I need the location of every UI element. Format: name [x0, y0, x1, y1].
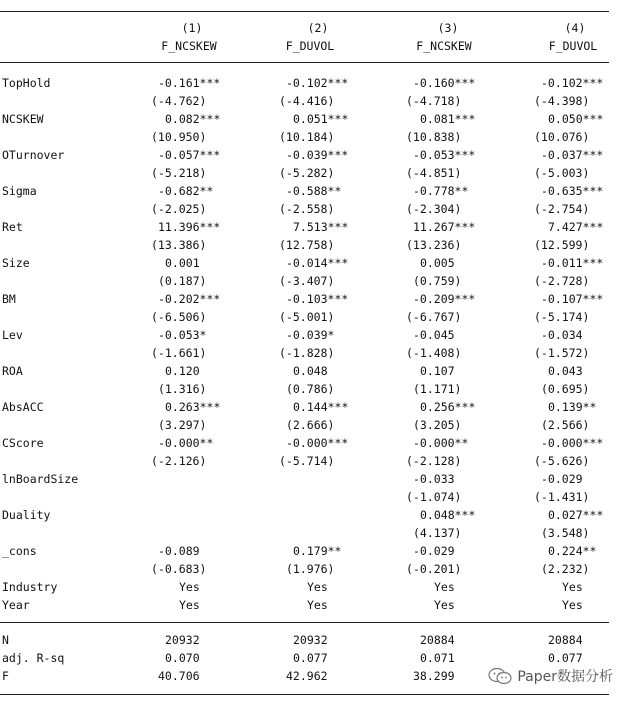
t-stat-cell: (12.599) — [534, 238, 590, 252]
row-label: lnBoardSize — [2, 472, 79, 486]
table-cell: 11.396*** — [158, 220, 221, 234]
table-cell: 0.048*** — [420, 508, 476, 522]
table-cell: -0.202*** — [158, 292, 221, 306]
table-cell: -0.000*** — [286, 436, 349, 450]
table-cell: 0.263*** — [165, 400, 221, 414]
table-cell: -0.160*** — [413, 76, 476, 90]
t-stat-cell: (3.548) — [541, 526, 590, 540]
table-cell: 0.070 — [165, 651, 200, 665]
table-cell: 20884 — [548, 633, 583, 647]
table-row — [0, 128, 625, 146]
t-stat-cell: (-5.282) — [279, 166, 335, 180]
table-row — [0, 290, 625, 308]
table-cell: 20932 — [293, 633, 328, 647]
row-label: Industry — [2, 580, 58, 594]
column-name: F_NCSKEW — [161, 39, 217, 53]
table-row — [0, 398, 625, 416]
table-row — [0, 218, 625, 236]
t-stat-cell: (-5.003) — [534, 166, 590, 180]
t-stat-cell: (-2.304) — [406, 202, 462, 216]
row-label: _cons — [2, 544, 37, 558]
row-label: OTurnover — [2, 148, 65, 162]
wechat-logo-icon — [487, 666, 513, 686]
table-row — [0, 146, 625, 164]
row-label: adj. R-sq — [2, 651, 65, 665]
table-cell: -0.000** — [413, 436, 469, 450]
table-cell: -0.045 — [413, 328, 455, 342]
t-stat-cell: (1.316) — [158, 382, 207, 396]
table-cell: 0.081*** — [420, 112, 476, 126]
watermark — [487, 664, 613, 688]
table-cell: -0.588** — [286, 184, 342, 198]
column-number: (4) — [564, 21, 586, 35]
t-stat-cell: (0.786) — [286, 382, 335, 396]
table-cell: 0.120 — [165, 364, 200, 378]
table-cell: 20884 — [420, 633, 455, 647]
table-cell: -0.209*** — [413, 292, 476, 306]
t-stat-cell: (10.838) — [406, 130, 462, 144]
column-name: F_DUVOL — [285, 39, 335, 53]
row-label: Lev — [2, 328, 23, 342]
table-cell: -0.057*** — [158, 148, 221, 162]
t-stat-cell: (10.950) — [151, 130, 207, 144]
table-row — [0, 182, 625, 200]
t-stat-cell: (-4.416) — [279, 94, 335, 108]
t-stat-cell: (0.695) — [541, 382, 590, 396]
column-number: (2) — [307, 21, 329, 35]
column-number: (1) — [181, 21, 203, 35]
table-cell: Yes — [434, 598, 455, 612]
table-cell: -0.039*** — [286, 148, 349, 162]
table-cell: 7.427*** — [548, 220, 604, 234]
t-stat-cell: (-5.714) — [279, 454, 335, 468]
table-row — [0, 506, 625, 524]
table-cell: Yes — [562, 598, 583, 612]
table-cell: -0.033 — [413, 472, 455, 486]
t-stat-cell: (3.205) — [413, 418, 462, 432]
row-label: N — [2, 633, 9, 647]
t-stat-cell: (-3.407) — [279, 274, 335, 288]
t-stat-cell: (13.236) — [406, 238, 462, 252]
table-cell: 40.706 — [158, 669, 200, 683]
row-label: Duality — [2, 508, 51, 522]
table-cell: 0.107 — [420, 364, 455, 378]
t-stat-cell: (-2.025) — [151, 202, 207, 216]
t-stat-cell: (0.187) — [158, 274, 207, 288]
t-stat-cell: (2.566) — [541, 418, 590, 432]
t-stat-cell: (2.666) — [286, 418, 335, 432]
t-stat-cell: (-0.201) — [406, 562, 462, 576]
table-cell: -0.029 — [541, 472, 583, 486]
t-stat-cell: (-1.828) — [279, 346, 335, 360]
t-stat-cell: (1.171) — [413, 382, 462, 396]
table-cell: 0.144*** — [293, 400, 349, 414]
table-row — [0, 200, 625, 218]
table-row — [0, 308, 625, 326]
t-stat-cell: (-4.851) — [406, 166, 462, 180]
table-row — [0, 254, 625, 272]
table-cell: -0.029 — [413, 544, 455, 558]
table-row — [0, 488, 625, 506]
table-cell: 11.267*** — [413, 220, 476, 234]
table-cell: 0.043 — [548, 364, 583, 378]
table-cell: 0.224** — [548, 544, 597, 558]
table-row — [0, 452, 625, 470]
table-cell: 0.071 — [420, 651, 455, 665]
table-cell: -0.102*** — [541, 76, 604, 90]
t-stat-cell: (-1.661) — [151, 346, 207, 360]
row-label: BM — [2, 292, 16, 306]
row-label: F — [2, 669, 9, 683]
table-cell: 0.001 — [165, 256, 200, 270]
t-stat-cell: (-4.762) — [151, 94, 207, 108]
table-row — [0, 434, 625, 452]
table-cell: -0.034 — [541, 328, 583, 342]
row-label: Ret — [2, 220, 23, 234]
t-stat-cell: (-2.728) — [534, 274, 590, 288]
table-cell: Yes — [307, 598, 328, 612]
table-cell: Yes — [307, 580, 328, 594]
t-stat-cell: (3.297) — [158, 418, 207, 432]
table-cell: -0.053* — [158, 328, 207, 342]
t-stat-cell: (13.386) — [151, 238, 207, 252]
table-cell: -0.039* — [286, 328, 335, 342]
table-cell: -0.037*** — [541, 148, 604, 162]
t-stat-cell: (-4.398) — [534, 94, 590, 108]
table-cell: -0.014*** — [286, 256, 349, 270]
t-stat-cell: (-1.408) — [406, 346, 462, 360]
t-stat-cell: (-6.506) — [151, 310, 207, 324]
table-cell: Yes — [179, 580, 200, 594]
table-rule — [0, 622, 609, 623]
table-row — [0, 92, 625, 110]
table-row — [0, 470, 625, 488]
table-row — [0, 596, 625, 614]
table-row — [0, 164, 625, 182]
table-cell: 38.299 — [413, 669, 455, 683]
table-row — [0, 524, 625, 542]
table-cell: -0.102*** — [286, 76, 349, 90]
table-rule — [0, 694, 609, 695]
table-row — [0, 380, 625, 398]
table-cell: Yes — [179, 598, 200, 612]
t-stat-cell: (-4.718) — [406, 94, 462, 108]
table-cell: -0.053*** — [413, 148, 476, 162]
row-label: NCSKEW — [2, 112, 44, 126]
table-row — [0, 362, 625, 380]
table-row — [0, 344, 625, 362]
table-cell: -0.000*** — [541, 436, 604, 450]
t-stat-cell: (-5.001) — [279, 310, 335, 324]
table-cell: 0.256*** — [420, 400, 476, 414]
t-stat-cell: (-5.218) — [151, 166, 207, 180]
table-cell: -0.778** — [413, 184, 469, 198]
t-stat-cell: (10.076) — [534, 130, 590, 144]
table-cell: 42.962 — [286, 669, 328, 683]
table-cell: 0.077 — [293, 651, 328, 665]
table-cell: 0.051*** — [293, 112, 349, 126]
table-cell: -0.089 — [158, 544, 200, 558]
row-label: Size — [2, 256, 30, 270]
table-cell: 0.179** — [293, 544, 342, 558]
t-stat-cell: (-5.626) — [534, 454, 590, 468]
table-cell: Yes — [434, 580, 455, 594]
table-cell: 0.048 — [293, 364, 328, 378]
table-cell: -0.000** — [158, 436, 214, 450]
t-stat-cell: (2.232) — [541, 562, 590, 576]
column-number: (3) — [437, 21, 459, 35]
column-name: F_DUVOL — [548, 39, 598, 53]
table-cell: 0.139** — [548, 400, 597, 414]
t-stat-cell: (-6.767) — [406, 310, 462, 324]
t-stat-cell: (-2.754) — [534, 202, 590, 216]
table-cell: 7.513*** — [293, 220, 349, 234]
row-label: AbsACC — [2, 400, 44, 414]
t-stat-cell: (10.184) — [279, 130, 335, 144]
row-label: CScore — [2, 436, 44, 450]
table-cell: -0.682** — [158, 184, 214, 198]
table-row — [0, 272, 625, 290]
row-label: ROA — [2, 364, 23, 378]
table-row — [0, 560, 625, 578]
table-row — [0, 74, 625, 92]
row-label: Sigma — [2, 184, 37, 198]
table-cell: -0.107*** — [541, 292, 604, 306]
t-stat-cell: (-2.126) — [151, 454, 207, 468]
t-stat-cell: (12.758) — [279, 238, 335, 252]
table-cell: -0.161*** — [158, 76, 221, 90]
t-stat-cell: (0.759) — [413, 274, 462, 288]
table-row — [0, 631, 625, 649]
t-stat-cell: (4.137) — [413, 526, 462, 540]
table-cell: 0.027*** — [548, 508, 604, 522]
table-cell: -0.011*** — [541, 256, 604, 270]
t-stat-cell: (-2.128) — [406, 454, 462, 468]
table-cell: 0.077 — [548, 651, 583, 665]
table-rule — [0, 62, 609, 63]
table-cell: 0.050*** — [548, 112, 604, 126]
row-label: Year — [2, 598, 30, 612]
t-stat-cell: (-2.558) — [279, 202, 335, 216]
table-cell: Yes — [562, 580, 583, 594]
table-cell: 20932 — [165, 633, 200, 647]
table-row — [0, 110, 625, 128]
t-stat-cell: (-1.074) — [406, 490, 462, 504]
table-rule — [0, 11, 609, 12]
table-row — [0, 326, 625, 344]
table-row — [0, 416, 625, 434]
t-stat-cell: (-1.431) — [534, 490, 590, 504]
t-stat-cell: (-1.572) — [534, 346, 590, 360]
t-stat-cell: (-0.683) — [151, 562, 207, 576]
table-cell: -0.635*** — [541, 184, 604, 198]
t-stat-cell: (-5.174) — [534, 310, 590, 324]
watermark-text: Paper数据分析 — [517, 669, 613, 685]
row-label: TopHold — [2, 76, 51, 90]
table-cell: -0.103*** — [286, 292, 349, 306]
table-row — [0, 542, 625, 560]
table-row — [0, 236, 625, 254]
column-name: F_NCSKEW — [416, 39, 472, 53]
t-stat-cell: (1.976) — [286, 562, 335, 576]
table-cell: 0.005 — [420, 256, 455, 270]
table-row — [0, 578, 625, 596]
table-cell: 0.082*** — [165, 112, 221, 126]
